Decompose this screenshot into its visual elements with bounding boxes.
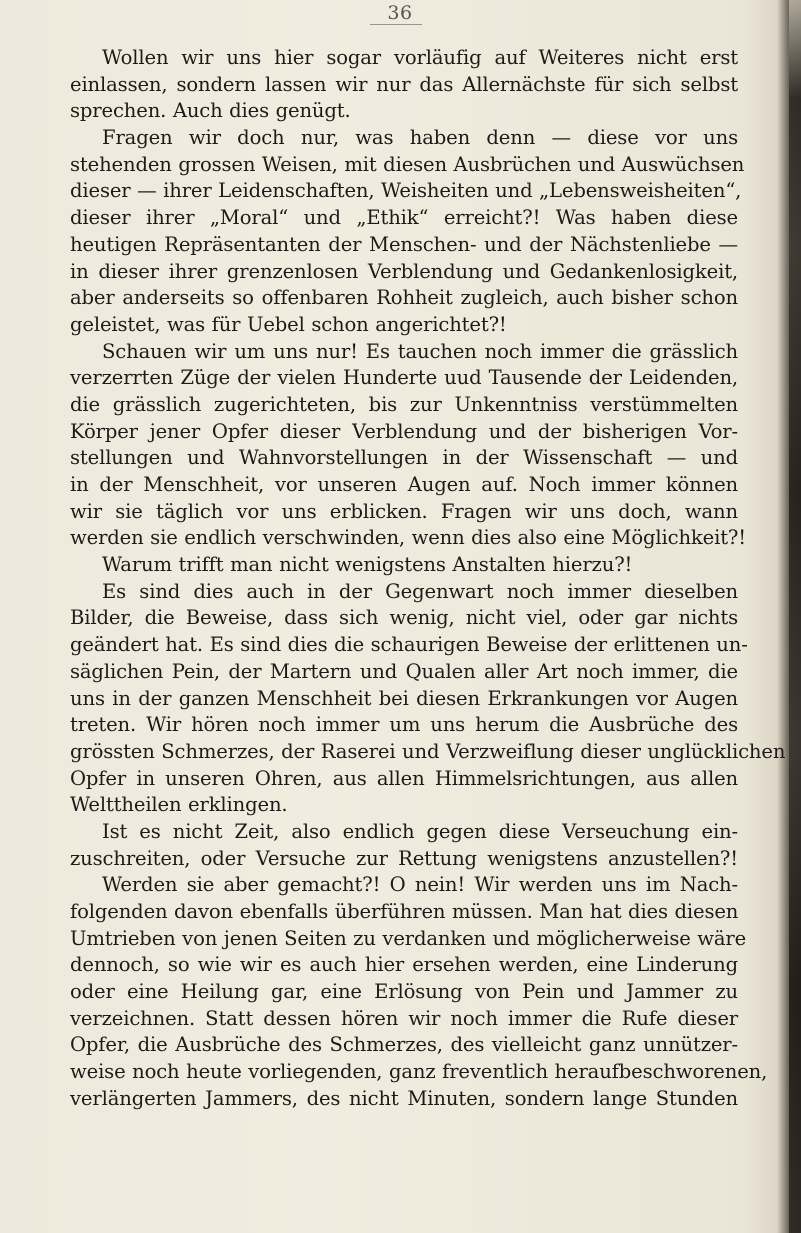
page-edge-shadow <box>789 0 801 1233</box>
text-line: Körper jener Opfer dieser Verblendung und der bisherigen Vor- <box>70 419 738 443</box>
text-line: Es sind dies auch in der Gegenwart noch immer dieselben <box>102 579 738 603</box>
text-line: uns in der ganzen Menschheit bei diesen Erkrankungen vor Augen <box>70 686 738 710</box>
text-line: Fragen wir doch nur, was haben denn — diese vor uns <box>102 126 738 150</box>
text-line: säglichen Pein, der Martern und Qualen aller Art noch immer, die <box>70 659 738 683</box>
text-line: dennoch, so wie wir es auch hier ersehen werden, eine Linderung <box>70 953 738 977</box>
text-line: treten. Wir hören noch immer um uns herum die Ausbrüche des <box>70 713 738 737</box>
text-line: die grässlich zugerichteten, bis zur Unkenntniss verstümmelten <box>70 392 738 416</box>
text-line: grössten Schmerzes, der Raserei und Verzweiflung dieser unglücklichen <box>70 739 786 763</box>
text-line: heutigen Repräsentanten der Menschen- und der Nächstenliebe — <box>70 232 738 256</box>
text-line: Welttheilen erklingen. <box>70 793 288 817</box>
text-line: einlassen, sondern lassen wir nur das Allernächste für sich selbst <box>70 72 738 96</box>
text-line: Wollen wir uns hier sogar vorläufig auf Weiteres nicht erst <box>102 46 738 69</box>
text-line: in dieser ihrer grenzenlosen Verblendung und Gedankenlosigkeit, <box>70 259 738 283</box>
text-line: geleistet, was für Uebel schon angerichtet?! <box>70 312 507 336</box>
page-number: 36 <box>387 2 413 24</box>
text-line: sprechen. Auch dies genügt. <box>70 99 351 123</box>
text-line: stellungen und Wahnvorstellungen in der Wissenschaft — und <box>70 446 738 470</box>
text-line: folgenden davon ebenfalls überführen müssen. Man hat dies diesen <box>70 900 739 923</box>
text-line: Bilder, die Beweise, dass sich wenig, nicht viel, oder gar nichts <box>70 606 738 630</box>
text-line: aber anderseits so offenbaren Rohheit zugleich, auch bisher schon <box>70 286 738 310</box>
text-line: Warum trifft man nicht wenigstens Anstalten hierzu?! <box>102 553 633 577</box>
text-line: geändert hat. Es sind dies die schaurigen Beweise der erlittenen un- <box>70 633 748 657</box>
text-line: verlängerten Jammers, des nicht Minuten, sondern lange Stunden <box>70 1086 738 1110</box>
text-line: weise noch heute vorliegenden, ganz freventlich heraufbeschworenen, <box>70 1060 768 1084</box>
text-line: Opfer, die Ausbrüche des Schmerzes, des vielleicht ganz unnützer- <box>70 1033 738 1057</box>
text-line: Schauen wir um uns nur! Es tauchen noch immer die grässlich <box>102 339 738 363</box>
text-line: dieser — ihrer Leidenschaften, Weisheiten und „Lebensweisheiten“, <box>70 179 742 203</box>
text-line: dieser ihrer „Moral“ und „Ethik“ erreicht?! Was haben diese <box>70 206 738 230</box>
text-line: verzerrten Züge der vielen Hunderte uud Tausende der Leidenden, <box>70 366 738 390</box>
text-line: stehenden grossen Weisen, mit diesen Ausbrüchen und Auswüchsen <box>70 152 745 176</box>
text-line: Werden sie aber gemacht?! O nein! Wir werden uns im Nach- <box>102 873 738 897</box>
text-line: werden sie endlich verschwinden, wenn dies also eine Möglichkeit?! <box>70 526 746 550</box>
text-line: oder eine Heilung gar, eine Erlösung von Pein und Jammer zu <box>70 980 738 1004</box>
body-text <box>70 45 786 1113</box>
text-line: Umtrieben von jenen Seiten zu verdanken und möglicherweise wäre <box>70 926 747 950</box>
text-line: zuschreiten, oder Versuche zur Rettung wenigstens anzustellen?! <box>70 846 738 870</box>
text-line: verzeichnen. Statt dessen hören wir noch immer die Rufe dieser <box>70 1006 738 1030</box>
text-line: wir sie täglich vor uns erblicken. Fragen wir uns doch, wann <box>70 499 738 523</box>
text-line: Ist es nicht Zeit, also endlich gegen diese Verseuchung ein- <box>102 819 738 843</box>
page-number-rule <box>370 24 422 25</box>
text-line: in der Menschheit, vor unseren Augen auf. Noch immer können <box>70 473 738 496</box>
text-line: Opfer in unseren Ohren, aus allen Himmelsrichtungen, aus allen <box>70 766 738 790</box>
